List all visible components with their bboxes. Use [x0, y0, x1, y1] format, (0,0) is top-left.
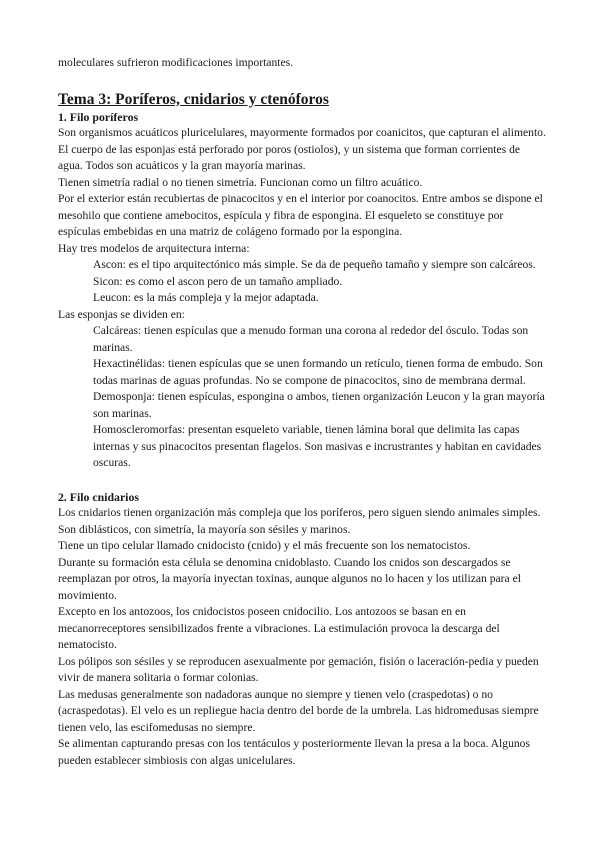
paragraph: Son organismos acuáticos pluricelulares, mayormente formados por coanicitos, que capturan el alimento. El cuerpo de las esponjas está perforado por poros (ostiolos), y un sistema que forman corrientes de agua. Todos son acuáticos y la gran mayoría marinas. [58, 126, 546, 172]
paragraph: Las esponjas se dividen en: [58, 307, 185, 321]
model-item-sicon: Sicon: es como el ascon pero de un tamaño ampliado. [93, 274, 343, 288]
document-body [58, 55, 546, 769]
paragraph: Por el exterior están recubiertas de pinacocitos y en el interior por coanocitos. Entre ambos se dispone el mesohilo que contiene amebocitos, espícula y fibra de espongina. El esqueleto se constituye por espículas embebidas en una matriz de colágeno formado por la espongina. [58, 192, 543, 238]
paragraph: Las medusas generalmente son nadadoras aunque no siempre y tienen velo (craspedotas) o no (acraspedotas). El velo es un repliegue hacia dentro del borde de la umbrela. Las hidromedusas siempre tienen velo, las escifomedusas no siempre. [58, 687, 539, 734]
paragraph: Los pólipos son sésiles y se reproducen asexualmente por gemación, fisión o laceración-pedia y pueden vivir de manera solitaria o formar colonias. [58, 654, 539, 684]
chapter-title: Tema 3: Poríferos, cnidarios y ctenóforos [58, 90, 329, 108]
class-item-hexactinelidas: Hexactinélidas: tienen espículas que se unen formando un retículo, tienen forma de embudo. Son todas marinas de aguas profundas. No se compone de pinacocitos, sino de membrana dermal. [93, 357, 543, 387]
class-item-demosponja: Demosponja: tienen espículas, espongina o ambos, tienen organización Leucon y la gran mayoría son marinas. [93, 390, 545, 420]
section-spacer [58, 472, 546, 489]
class-item-homoscleromorfas: Homoscleromorfas: presentan esqueleto variable, tienen lámina boral que delimita las capas internas y sus pinacocitos presentan flagelos. Son masivas e incrustrantes y habitan en cavidades oscuras. [93, 423, 542, 469]
section-heading-cnidarios: 2. Filo cnidarios [58, 489, 139, 504]
intro-fragment: moleculares sufrieron modificaciones importantes. [58, 56, 294, 69]
paragraph: Tienen simetría radial o no tienen simetría. Funcionan como un filtro acuático. [58, 175, 423, 189]
model-item-leucon: Leucon: es la más compleja y la mejor adaptada. [93, 291, 319, 304]
section-heading-poriferos: 1. Filo poríferos [58, 109, 139, 124]
paragraph: Los cnidarios tienen organización más compleja que los poríferos, pero siguen siendo animales simples. [58, 506, 541, 519]
paragraph: Durante su formación esta célula se denomina cnidoblasto. Cuando los cnidos son descargados se reemplazan por otros, la mayoría inyectan toxinas, aunque algunos no lo hacen y los utilizan para el movimiento. [58, 555, 521, 602]
paragraph: Excepto en los antozoos, los cnidocistos poseen cnidocilio. Los antozoos se basan en en mecanorreceptores sensibilizados frente a vibraciones. La estimulación provoca la descarga del nematocisto. [58, 605, 500, 651]
paragraph: Hay tres modelos de arquitectura interna: [58, 241, 250, 255]
class-item-calcareas: Calcáreas: tienen espículas que a menudo forman una corona al rededor del ósculo. Todas son marinas. [93, 324, 529, 354]
model-item-ascon: Ascon: es el tipo arquitectónico más simple. Se da de pequeño tamaño y siempre son calcáreos. [93, 258, 536, 271]
paragraph: Son diblásticos, con simetría, la mayoría son sésiles y marinos. [58, 522, 351, 536]
paragraph: Tiene un tipo celular llamado cnidocisto (cnido) y el más frecuente son los nematocistos. [58, 539, 471, 552]
paragraph: Se alimentan capturando presas con los tentáculos y posteriormente llevan la presa a la boca. Algunos pueden establecer simbiosis con algas unicelulares. [58, 737, 530, 767]
